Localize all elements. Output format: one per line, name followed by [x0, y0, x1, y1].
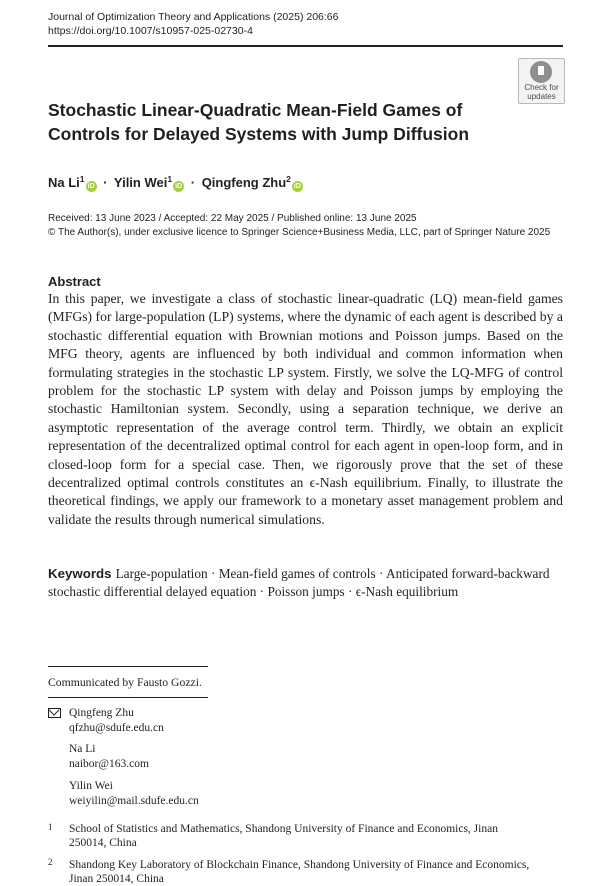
abstract-heading: Abstract	[48, 274, 101, 289]
contact-name: Yilin Wei	[69, 780, 113, 792]
keywords-text: Large-population · Mean-field games of controls · Anticipated forward-backward stochastic differential delayed equation · Poisson jumps · ϵ-Nash equilibrium	[48, 566, 550, 600]
author-affiliation-mark: 1	[167, 174, 173, 184]
header-rule	[48, 45, 563, 47]
envelope-icon	[48, 708, 61, 718]
author-name[interactable]: Na Li	[48, 175, 80, 190]
orcid-icon[interactable]: iD	[293, 183, 301, 190]
check-for-updates-button[interactable]	[518, 58, 565, 104]
footnote-rule	[48, 697, 208, 698]
affiliation-number: 2	[48, 857, 53, 867]
keywords	[48, 565, 563, 602]
author-affiliation-mark: 1	[79, 174, 85, 184]
footnote-rule	[48, 666, 208, 667]
author-separator: ·	[103, 175, 108, 190]
author-name[interactable]: Qingfeng Zhu	[201, 175, 287, 190]
communicated-by: Communicated by Fausto Gozzi.	[48, 676, 202, 689]
doi-link[interactable]: https://doi.org/10.1007/s10957-025-02730-4	[48, 25, 253, 37]
author-list	[48, 170, 303, 192]
check-for-updates-line1: Check for	[524, 83, 559, 92]
check-for-updates-label	[519, 84, 564, 101]
check-for-updates-line2: updates	[527, 91, 556, 101]
abstract-body: In this paper, we investigate a class of stochastic linear-quadratic (LQ) mean-field games (MFGs) for large-population (LP) systems, where the dynamic of each agent is described by a stochastic differential equation with Brownian motions and Poisson jumps. Based on the MFG theory, agents are influenced by both individual and common information when formulating strategies in the stochastic LP system. Firstly, we solve the LQ-MFG of control problem for the stochastic LP system with delay and Poisson jumps by employing the stochastic Hamiltonian system. Secondly, using a separation technique, we derive an asymptotic representation of the average control term. Thirdly, we obtain an explicit representation of the decentralized optimal control for each agent in open-loop form, and in closed-loop form for a special case. Then, we rigorously prove that the set of these decentralized optimal controls constitutes an ϵ-Nash equilibrium. Finally, to illustrate the theoretical findings, we apply our framework to a monetary asset management problem and validate the results through numerical simulations.	[48, 291, 563, 527]
orcid-icon[interactable]: iD	[87, 183, 95, 190]
publication-dates: Received: 13 June 2023 / Accepted: 22 May 2025 / Published online: 13 June 2025	[48, 213, 417, 224]
author-name[interactable]: Yilin Wei	[113, 175, 168, 190]
contact-email[interactable]: weiyilin@mail.sdufe.edu.cn	[69, 795, 199, 807]
affiliation-line: Jinan 250014, China	[69, 873, 164, 885]
journal-citation: Journal of Optimization Theory and Applications (2025) 206:66	[48, 11, 339, 23]
contact-email[interactable]: naibor@163.com	[69, 758, 149, 770]
affiliation-line: Shandong Key Laboratory of Blockchain Finance, Shandong University of Finance and Economics,	[69, 859, 530, 871]
affiliation-text	[69, 858, 563, 886]
author-separator: ·	[190, 175, 196, 190]
affiliation-line: 250014, China	[69, 837, 137, 849]
orcid-icon[interactable]: iD	[175, 183, 183, 190]
copyright-notice: © The Author(s), under exclusive licence to Springer Science+Business Media, LLC, part of Springer Nature 2025	[48, 227, 551, 238]
paper-title: Stochastic Linear-Quadratic Mean-Field Games of Controls for Delayed Systems with Jump Diffusion	[48, 100, 470, 144]
contact-name: Na Li	[69, 743, 96, 755]
affiliation-text	[69, 822, 563, 850]
contact-name: Qingfeng Zhu	[69, 707, 134, 719]
author-affiliation-mark: 2	[286, 174, 291, 184]
contact-email[interactable]: qfzhu@sdufe.edu.cn	[69, 722, 164, 734]
affiliation-line: School of Statistics and Mathematics, Shandong University of Finance and Economics, Jinan	[69, 823, 498, 835]
keywords-label: Keywords	[48, 566, 112, 581]
affiliation-number: 1	[48, 822, 53, 832]
bookmark-icon	[538, 66, 544, 75]
